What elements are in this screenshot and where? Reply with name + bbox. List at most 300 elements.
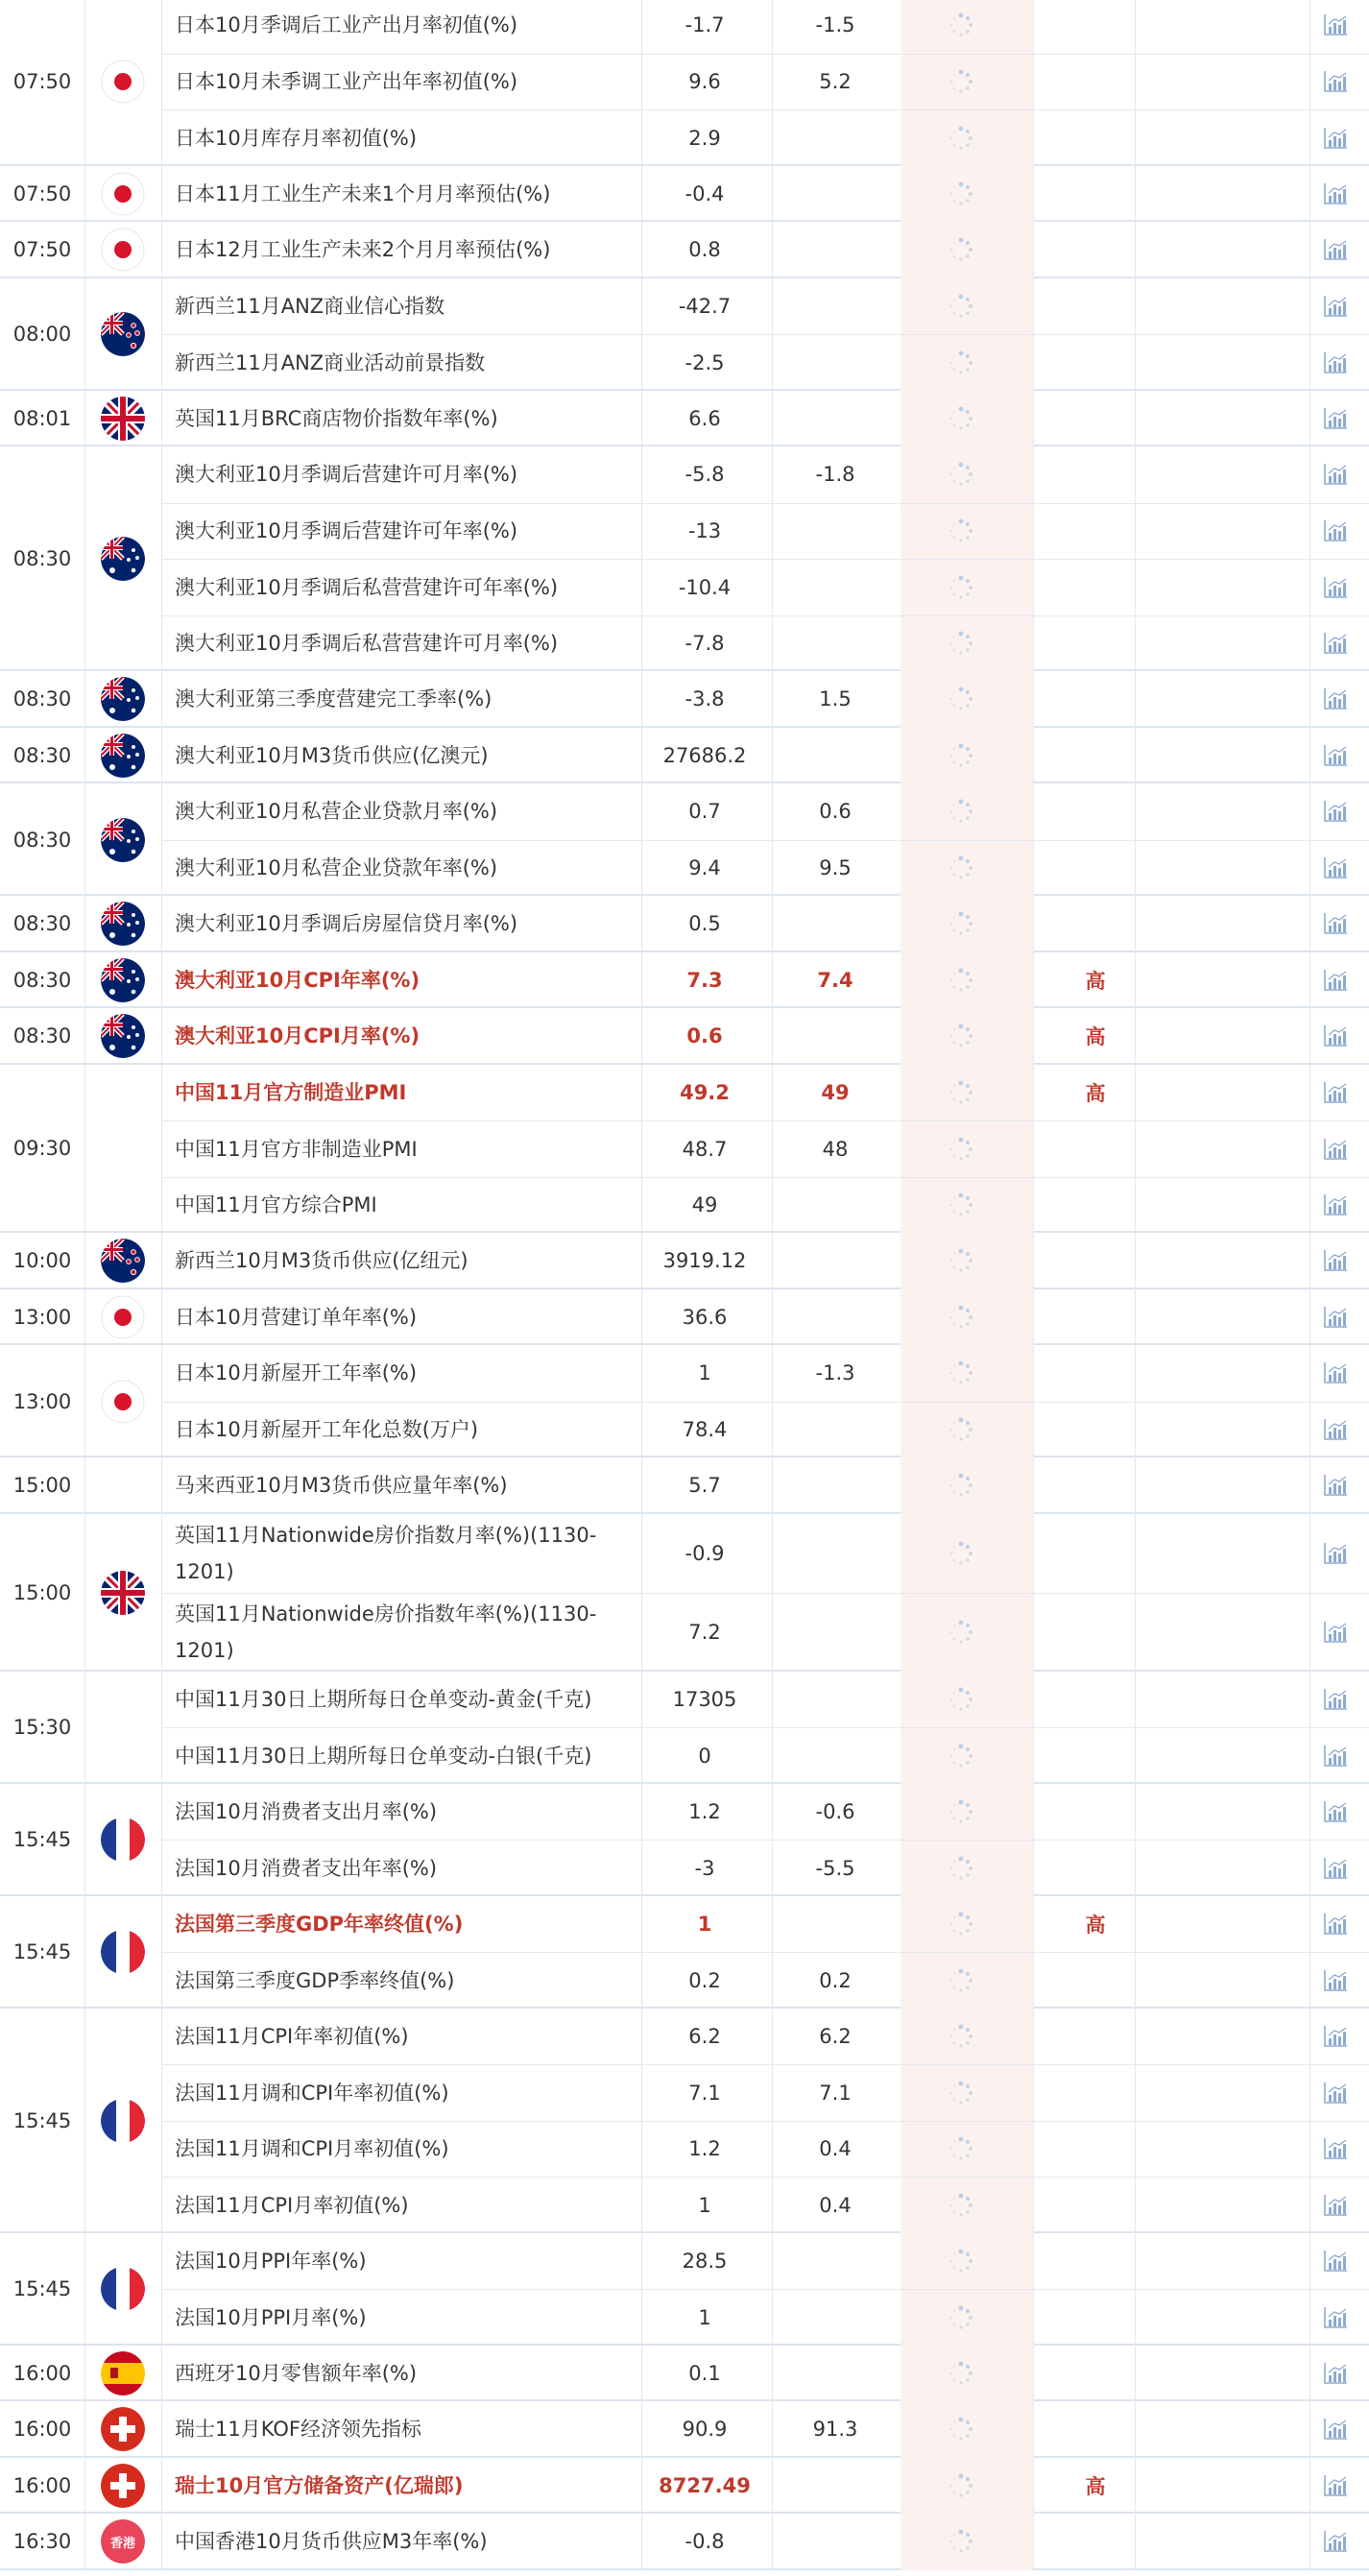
loading-spinner-icon [949,631,973,656]
event-name[interactable]: 日本11月工业生产未来1个月月率预估(%) [175,181,551,205]
chart-icon[interactable] [1322,1360,1349,1385]
importance-label [1033,2122,1158,2178]
table-row[interactable] [161,728,1369,784]
event-time: 07:50 [12,181,72,205]
table-row[interactable] [161,54,1369,110]
table-row[interactable] [161,615,1369,672]
event-name[interactable]: 中国11月官方综合PMI [175,1193,377,1217]
forecast-value [772,728,899,784]
event-name[interactable]: 澳大利亚10月私营企业贷款年率(%) [175,856,498,880]
table-row[interactable] [161,278,1369,335]
japan-flag-icon [101,228,145,272]
actual-value-loading [901,222,1027,278]
chart-link[interactable] [1302,1233,1369,1289]
event-name[interactable]: 中国11月官方非制造业PMI [175,1137,418,1161]
chart-link[interactable] [1302,391,1369,447]
event-name[interactable]: 澳大利亚10月季调后营建许可月率(%) [175,463,518,487]
event-group [0,2458,1369,2515]
table-row[interactable] [161,2401,1369,2458]
previous-value: -3 [694,1856,715,1880]
table-row[interactable] [161,446,1369,503]
event-name[interactable]: 中国11月30日上期所每日仓单变动-黄金(千克) [175,1687,592,1711]
chart-icon[interactable] [1322,968,1349,993]
event-name[interactable]: 新西兰11月ANZ商业信心指数 [175,294,445,318]
chart-link[interactable] [1302,335,1369,391]
chart-link[interactable] [1302,110,1369,166]
forecast-value [772,1008,899,1065]
table-row[interactable] [161,1593,1369,1672]
chart-icon[interactable] [1322,2024,1349,2049]
chart-link[interactable] [1302,222,1369,278]
chart-link[interactable] [1302,2346,1369,2402]
event-time: 08:30 [12,547,72,570]
importance-label [1033,55,1158,110]
actual-value-loading [901,1178,1027,1234]
france-flag-icon [101,2099,145,2143]
table-row[interactable] [161,1289,1369,1346]
previous-value: 7.2 [688,1621,721,1644]
previous-value: 1 [698,2305,711,2329]
chart-icon[interactable] [1322,2249,1349,2274]
chart-link[interactable] [1302,2178,1369,2233]
chart-icon[interactable] [1322,2473,1349,2498]
loading-spinner-icon [949,1744,973,1769]
event-name[interactable]: 法国11月调和CPI年率初值(%) [175,2081,449,2105]
previous-value: -1.7 [684,13,725,37]
event-group [0,166,1369,223]
event-group [0,2514,1369,2570]
chart-link[interactable] [1302,1514,1369,1593]
table-row[interactable] [161,783,1369,840]
chart-icon[interactable] [1322,2305,1349,2330]
importance-label: 高 [1085,1025,1106,1049]
event-name[interactable]: 澳大利亚第三季度营建完工季率(%) [175,687,492,711]
importance-label [1033,391,1158,447]
country-flag-cell [84,1065,161,1234]
event-time: 09:30 [12,1137,72,1161]
country-flag-cell [84,671,161,728]
event-group [0,728,1369,784]
chart-link[interactable] [1302,1953,1369,2009]
previous-value: -42.7 [678,294,732,318]
chart-icon[interactable] [1322,350,1349,375]
importance-label [1033,335,1158,391]
event-name[interactable]: 澳大利亚10月CPI年率(%) [175,968,420,992]
table-row[interactable] [161,1120,1369,1177]
country-flag-cell [84,896,161,952]
actual-value-loading [901,2122,1027,2178]
event-name[interactable]: 澳大利亚10月季调后营建许可年率(%) [175,519,518,543]
country-flag-cell [84,1514,161,1672]
event-time: 15:00 [12,1474,72,1498]
table-row[interactable] [161,840,1369,897]
previous-value: 90.9 [682,2418,728,2442]
country-flag-cell [84,1289,161,1346]
event-group [0,0,1369,166]
table-row[interactable] [161,1840,1369,1896]
table-row[interactable] [161,222,1369,278]
country-flag-cell [84,1008,161,1065]
event-name[interactable]: 新西兰11月ANZ商业活动前景指数 [175,350,486,374]
chart-icon[interactable] [1322,294,1349,319]
event-name[interactable]: 日本10月未季调工业产出年率初值(%) [175,70,518,94]
chart-link[interactable] [1302,1178,1369,1234]
australia-flag-icon [101,902,145,946]
event-time: 16:00 [12,2418,72,2442]
chart-icon[interactable] [1322,2361,1349,2386]
chart-icon[interactable] [1322,1305,1349,1330]
event-name[interactable]: 日本10月季调后工业产出月率初值(%) [175,13,518,37]
event-name[interactable]: 法国10月消费者支出月率(%) [175,1799,438,1823]
chart-link[interactable] [1302,1345,1369,1402]
table-row[interactable] [161,334,1369,391]
chart-icon[interactable] [1322,743,1349,768]
event-name[interactable]: 中国11月30日上期所每日仓单变动-白银(千克) [175,1744,592,1768]
chart-icon[interactable] [1322,575,1349,600]
event-group [0,2346,1369,2402]
chart-link[interactable] [1302,55,1369,110]
country-flag-cell [84,446,161,671]
chart-icon[interactable] [1322,911,1349,936]
event-name[interactable]: 法国第三季度GDP年率终值(%) [175,1912,464,1936]
event-group [0,952,1369,1009]
event-time: 08:30 [12,1024,72,1048]
chart-icon[interactable] [1322,1473,1349,1498]
forecast-value [772,2458,899,2515]
table-row[interactable] [161,0,1369,54]
chart-link[interactable] [1302,1403,1369,1458]
chart-link[interactable] [1302,616,1369,672]
actual-value-loading [901,110,1027,166]
chart-icon[interactable] [1322,799,1349,824]
loading-spinner-icon [949,968,973,993]
table-row[interactable] [161,109,1369,166]
chart-icon[interactable] [1322,181,1349,206]
event-name[interactable]: 澳大利亚10月季调后私营营建许可年率(%) [175,575,559,599]
importance-label [1033,222,1158,278]
forecast-value: -1.5 [815,13,855,37]
forecast-value: 1.5 [819,687,852,711]
event-name[interactable]: 日本10月新屋开工年率(%) [175,1361,418,1385]
chart-link[interactable] [1302,278,1369,335]
chart-icon[interactable] [1322,1912,1349,1937]
table-row[interactable] [161,2289,1369,2346]
table-row[interactable] [161,1177,1369,1234]
chart-link[interactable] [1302,671,1369,728]
chart-link[interactable] [1302,952,1369,1009]
chart-icon[interactable] [1322,2081,1349,2106]
event-name[interactable]: 日本10月新屋开工年化总数(万户) [175,1418,479,1442]
table-row[interactable] [161,671,1369,728]
chart-link[interactable] [1302,841,1369,897]
chart-icon[interactable] [1322,2529,1349,2554]
event-time: 15:00 [12,1580,72,1604]
chart-link[interactable] [1302,1121,1369,1177]
chart-icon[interactable] [1322,406,1349,431]
table-row[interactable] [161,1784,1369,1841]
importance-label: 高 [1085,1913,1106,1937]
chart-icon[interactable] [1322,12,1349,37]
chart-link[interactable] [1302,1728,1369,1784]
event-name[interactable]: 澳大利亚10月CPI月率(%) [175,1024,420,1048]
forecast-value [772,1514,899,1593]
event-name[interactable]: 中国香港10月货币供应M3年率(%) [175,2530,488,2554]
australia-flag-icon [101,537,145,581]
chart-icon[interactable] [1322,855,1349,880]
chart-icon[interactable] [1322,631,1349,656]
previous-value: 1 [697,1912,712,1936]
chart-icon[interactable] [1322,1620,1349,1645]
chart-link[interactable] [1302,1594,1369,1672]
table-row[interactable] [161,1896,1369,1953]
event-name[interactable]: 日本10月营建订单年率(%) [175,1305,418,1329]
table-row[interactable] [161,503,1369,560]
chart-link[interactable] [1302,560,1369,615]
previous-value: 1 [698,1361,711,1385]
event-name[interactable]: 澳大利亚10月季调后私营营建许可月率(%) [175,632,559,656]
chart-icon[interactable] [1322,2136,1349,2161]
chart-link[interactable] [1302,1784,1369,1841]
table-row[interactable] [161,166,1369,223]
importance-label [1033,841,1158,897]
chart-icon[interactable] [1322,1799,1349,1824]
table-row[interactable] [161,1065,1369,1121]
previous-value: 3919.12 [662,1249,747,1273]
event-name[interactable]: 英国11月Nationwide房价指数月率(%)(1130-1201) [175,1523,597,1583]
event-name[interactable]: 中国11月官方制造业PMI [175,1080,407,1104]
event-name[interactable]: 澳大利亚10月私营企业贷款月率(%) [175,800,498,824]
importance-label [1033,896,1158,952]
forecast-value [772,1594,899,1672]
previous-value: 9.6 [688,70,721,94]
australia-flag-icon [101,818,145,862]
chart-link[interactable] [1302,2401,1369,2458]
event-name[interactable]: 马来西亚10月M3货币供应量年率(%) [175,1474,508,1498]
loading-spinner-icon [949,1687,973,1712]
loading-spinner-icon [949,1968,973,1993]
new-zealand-flag-icon [101,1239,145,1283]
chart-link[interactable] [1302,504,1369,560]
actual-value-loading [901,952,1027,1009]
chart-icon[interactable] [1322,1080,1349,1105]
forecast-value [772,1896,899,1953]
previous-value: 8727.49 [659,2473,751,2497]
forecast-value [772,1289,899,1346]
chart-icon[interactable] [1322,1417,1349,1442]
chart-link[interactable] [1302,1008,1369,1065]
importance-label [1033,1594,1158,1672]
chart-link[interactable] [1302,1289,1369,1346]
chart-link[interactable] [1302,2233,1369,2290]
chart-link[interactable] [1302,2458,1369,2515]
event-time: 08:30 [12,828,72,852]
table-row[interactable] [161,1952,1369,2009]
loading-spinner-icon [949,12,973,37]
actual-value-loading [901,896,1027,952]
chart-icon[interactable] [1322,1856,1349,1881]
table-row[interactable] [161,2346,1369,2402]
forecast-value [772,278,899,335]
table-row[interactable] [161,391,1369,447]
table-row[interactable] [161,1457,1369,1514]
table-row[interactable] [161,1402,1369,1458]
previous-value: -0.9 [684,1541,725,1565]
table-row[interactable] [161,896,1369,952]
actual-value-loading [901,560,1027,615]
japan-flag-icon [101,1295,145,1339]
chart-icon[interactable] [1322,1192,1349,1217]
chart-icon[interactable] [1322,237,1349,262]
chart-link[interactable] [1302,446,1369,503]
country-flag-cell [84,2346,161,2402]
forecast-value: 0.4 [819,2137,852,2161]
event-name[interactable]: 法国10月PPI年率(%) [175,2249,367,2273]
table-row[interactable] [161,2177,1369,2233]
importance-label [1033,728,1158,784]
chart-link[interactable] [1302,2009,1369,2065]
forecast-value [772,896,899,952]
table-row[interactable] [161,1727,1369,1784]
table-row[interactable] [161,2009,1369,2065]
event-time: 08:30 [12,687,72,711]
chart-icon[interactable] [1322,1687,1349,1712]
loading-spinner-icon [949,2361,973,2386]
previous-value: -5.8 [684,463,725,487]
importance-label [1033,110,1158,166]
event-name[interactable]: 法国11月调和CPI月率初值(%) [175,2137,449,2161]
loading-spinner-icon [949,1473,973,1498]
forecast-value: 9.5 [819,856,852,880]
chart-link[interactable] [1302,2514,1369,2570]
event-name[interactable]: 法国11月CPI月率初值(%) [175,2193,409,2217]
previous-value: 0.8 [688,238,721,262]
chart-icon[interactable] [1322,1248,1349,1273]
event-name[interactable]: 法国10月PPI月率(%) [175,2305,367,2329]
event-name[interactable]: 澳大利亚10月M3货币供应(亿澳元) [175,743,489,767]
chart-icon[interactable] [1322,1968,1349,1993]
chart-icon[interactable] [1322,686,1349,711]
table-row[interactable] [161,2514,1369,2570]
chart-link[interactable] [1302,1841,1369,1896]
chart-link[interactable] [1302,783,1369,840]
loading-spinner-icon [949,1192,973,1217]
actual-value-loading [901,1784,1027,1841]
event-name[interactable]: 英国11月BRC商店物价指数年率(%) [175,406,498,430]
importance-label [1033,560,1158,615]
event-name[interactable]: 英国11月Nationwide房价指数年率(%)(1130-1201) [175,1602,597,1662]
previous-value: 28.5 [682,2249,728,2273]
table-row[interactable] [161,2233,1369,2290]
event-name[interactable]: 瑞士11月KOF经济领先指标 [175,2418,421,2442]
event-group [0,2009,1369,2233]
table-row[interactable] [161,559,1369,615]
table-row[interactable] [161,1008,1369,1065]
chart-icon[interactable] [1322,1023,1349,1048]
chart-link[interactable] [1302,1065,1369,1121]
forecast-value: 5.2 [819,70,852,94]
forecast-value [772,2346,899,2402]
country-flag-cell [84,1672,161,1784]
chart-icon[interactable] [1322,1541,1349,1566]
importance-label [1033,1728,1158,1784]
event-time: 13:00 [12,1305,72,1329]
loading-spinner-icon [949,1912,973,1937]
forecast-value [772,1457,899,1514]
event-name[interactable]: 瑞士10月官方储备资产(亿瑞郎) [175,2473,464,2497]
forecast-value: -0.6 [815,1799,855,1823]
chart-icon[interactable] [1322,69,1349,94]
previous-value: -7.8 [684,632,725,656]
importance-label [1033,1672,1158,1728]
event-name[interactable]: 法国11月CPI年率初值(%) [175,2024,409,2048]
chart-icon[interactable] [1322,518,1349,543]
actual-value-loading [901,1345,1027,1402]
event-time: 08:30 [12,968,72,992]
event-group [0,222,1369,278]
previous-value: 49 [691,1193,718,1217]
chart-link[interactable] [1302,1457,1369,1514]
chart-link[interactable] [1302,896,1369,952]
table-row[interactable] [161,2064,1369,2121]
loading-spinner-icon [949,1080,973,1105]
australia-flag-icon [101,1014,145,1058]
chart-link[interactable] [1302,166,1369,223]
chart-icon[interactable] [1322,462,1349,487]
event-time: 15:45 [12,1828,72,1851]
chart-link[interactable] [1302,2122,1369,2178]
chart-link[interactable] [1302,2290,1369,2346]
loading-spinner-icon [949,2305,973,2330]
event-name[interactable]: 日本12月工业生产未来2个月月率预估(%) [175,238,551,262]
loading-spinner-icon [949,686,973,711]
chart-link[interactable] [1302,0,1369,54]
table-row[interactable] [161,2458,1369,2515]
chart-icon[interactable] [1322,2417,1349,2442]
table-row[interactable] [161,952,1369,1009]
importance-label [1033,2346,1158,2402]
actual-value-loading [901,2514,1027,2570]
event-time: 08:01 [12,406,72,430]
country-flag-cell [84,2009,161,2233]
chart-link[interactable] [1302,728,1369,784]
chart-icon[interactable] [1322,126,1349,151]
event-name[interactable]: 法国第三季度GDP季率终值(%) [175,1968,455,1992]
chart-icon[interactable] [1322,2193,1349,2218]
previous-value: 0 [698,1744,711,1768]
previous-value: 2.9 [688,126,721,150]
table-row[interactable] [161,1514,1369,1593]
event-name[interactable]: 西班牙10月零售额年率(%) [175,2361,418,2385]
table-row[interactable] [161,2121,1369,2178]
chart-link[interactable] [1302,1672,1369,1728]
importance-label [1033,1289,1158,1346]
event-name[interactable]: 日本10月库存月率初值(%) [175,126,418,150]
forecast-value: 0.4 [819,2193,852,2217]
table-row[interactable] [161,1345,1369,1402]
event-name[interactable]: 新西兰10月M3货币供应(亿纽元) [175,1249,468,1273]
chart-link[interactable] [1302,1896,1369,1953]
table-row[interactable] [161,1233,1369,1289]
event-name[interactable]: 法国10月消费者支出年率(%) [175,1856,438,1880]
chart-icon[interactable] [1322,1744,1349,1769]
importance-label [1033,504,1158,560]
country-flag-cell [84,1457,161,1514]
previous-value: -2.5 [684,350,725,374]
chart-icon[interactable] [1322,1137,1349,1162]
chart-link[interactable] [1302,2065,1369,2121]
event-name[interactable]: 澳大利亚10月季调后房屋信贷月率(%) [175,912,518,936]
table-row[interactable] [161,1672,1369,1728]
